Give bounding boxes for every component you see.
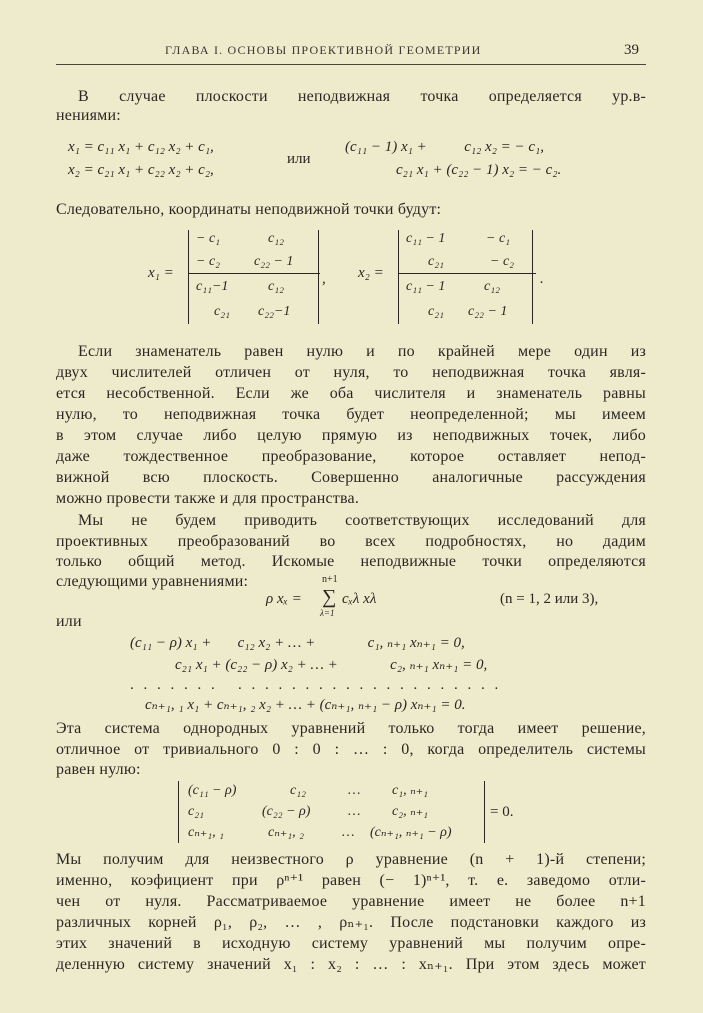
math-term: c₂₂−1 <box>258 304 291 319</box>
text-line: даже тождественное преобразование, которое оставляет непод- <box>56 448 646 465</box>
text-line: именно, коэфициент при ρⁿ⁺¹ равен (− 1)ⁿ⁺¹, т. е. заведомо отли- <box>56 872 646 889</box>
running-header: ГЛАВА I. ОСНОВЫ ПРОЕКТИВНОЙ ГЕОМЕТРИИ <box>165 43 482 57</box>
text-line: равен нулю: <box>56 761 141 778</box>
determinant-bar <box>532 230 533 324</box>
system-row: cₙ₊₁, ₁ x₁ + cₙ₊₁, ₂ x₂ + … + (cₙ₊₁, ₙ₊₁ − ρ) xₙ₊₁ = 0. <box>145 697 466 713</box>
math-term: (n = 1, 2 или 3), <box>500 591 599 607</box>
determinant-bar <box>188 230 189 324</box>
equation: (c₁₁ − 1) x₁ + c₁₂ x₂ = − c₁, <box>345 139 545 155</box>
text-line: нулю, то неподвижная точка будет неопределенной; мы имеем <box>56 406 646 423</box>
equation: c₂₁ x₁ + (c₂₂ − 1) x₂ = − c₂. <box>396 162 562 178</box>
determinant-bar <box>318 230 319 324</box>
math-term: − c₂ <box>196 254 221 269</box>
math-term: … <box>348 804 361 819</box>
or-label: или <box>287 151 311 167</box>
text-line: ется несобственной. Если же оба числителя и знаменатель равны <box>56 385 646 402</box>
math-term: c₂₂ − 1 <box>254 254 294 269</box>
math-term: c₁₁ − 1 <box>406 279 446 294</box>
math-term: c₁₂ <box>268 231 284 246</box>
math-term: c₁₂ <box>268 279 284 294</box>
math-term: c₁₁−1 <box>196 279 229 294</box>
determinant-bar <box>178 781 179 843</box>
or-label: или <box>56 613 82 630</box>
math-term: − c₁ <box>196 231 221 246</box>
text-line: вижной всю плоскость. Совершенно аналогичные рассуждения <box>56 469 646 486</box>
text-line: чен от нуля. Рассматриваемое уравнение имеет не более n+1 <box>56 893 646 910</box>
math-term: cₙ₊₁, ₁ <box>188 825 225 840</box>
math-term: c₂₁ <box>188 804 204 819</box>
math-term: (cₙ₊₁, ₙ₊₁ − ρ) <box>370 825 452 840</box>
text-line: Эта система однородных уравнений только тогда имеет решение, <box>56 720 646 737</box>
equation: x₂ = c₂₁ x₁ + c₂₂ x₂ + c₂, <box>68 162 214 178</box>
math-term: c₂₁ <box>428 304 444 319</box>
text-line: различных корней ρ₁, ρ₂, … , ρₙ₊₁. После подстановки каждого из <box>56 914 646 931</box>
math-term: , <box>322 271 326 287</box>
math-term: n+1 <box>322 574 338 585</box>
fraction-bar <box>398 273 536 274</box>
math-term: c₂, ₙ₊₁ <box>392 804 429 819</box>
x1-label: x₁ = <box>148 265 174 281</box>
text-line: можно провести также и для пространства. <box>56 490 360 507</box>
system-row: c₂₁ x₁ + (c₂₂ − ρ) x₂ + … + c₂, ₙ₊₁ xₙ₊₁ = 0, <box>175 657 488 673</box>
x2-label: x₂ = <box>358 265 384 281</box>
text-line: этих значений в исходную систему уравнений мы получим опре- <box>56 935 646 952</box>
math-term: c₁₁ − 1 <box>406 231 446 246</box>
equation: x₁ = c₁₁ x₁ + c₁₂ x₂ + c₁, <box>68 139 214 155</box>
determinant-bar <box>484 781 485 843</box>
math-term: c₂₁ <box>428 254 444 269</box>
math-term: c₁₂ <box>290 783 306 798</box>
math-term: ∑ <box>322 586 337 608</box>
text-line: деленную систему значений x₁ : x₂ : … : xₙ₊₁. При этом здесь может <box>56 956 646 973</box>
page-number: 39 <box>624 42 639 58</box>
text-line: только общий метод. Искомые неподвижные точки определяются <box>56 553 646 570</box>
text-line: Мы не будем приводить соответствующих исследований для <box>78 512 646 529</box>
math-term: c₁, ₙ₊₁ <box>392 783 429 798</box>
math-term: c₁₂ <box>484 279 500 294</box>
math-term: c₂₁ <box>214 304 230 319</box>
text-line: двух числителей отличен от нуля, то неподвижная точка явля- <box>56 364 646 381</box>
header-rule <box>56 64 646 65</box>
text-line: Мы получим для неизвестного ρ уравнение (n + 1)-й степени; <box>56 851 646 868</box>
text-line: Если знаменатель равен нулю и по крайней мере один из <box>78 343 646 360</box>
text-line: отличное от тривиального 0 : 0 : … : 0, когда определитель системы <box>56 741 646 758</box>
text-line: проективных преобразований во всех подробностях, но дадим <box>56 533 646 550</box>
text-line: следующими уравнениями: <box>56 573 249 590</box>
math-term: c₂₂ − 1 <box>468 304 508 319</box>
math-term: − c₁ <box>486 231 511 246</box>
fraction-bar <box>188 273 320 274</box>
text-line: в этом случае либо целую прямую из неподвижных точек, либо <box>56 427 646 444</box>
determinant-bar <box>398 230 399 324</box>
system-dots: . . . . . . . . . . . . . . . . . . . . . . . . . . . <box>130 677 502 693</box>
math-term: ρ xₓ = <box>266 591 302 607</box>
math-term: cₙ₊₁, ₂ <box>268 825 305 840</box>
math-term: − c₂ <box>490 254 515 269</box>
text-line: В случае плоскости неподвижная точка определяется ур.в- <box>78 88 646 105</box>
math-term: cₓλ xλ <box>342 591 377 607</box>
system-row: (c₁₁ − ρ) x₁ + c₁₂ x₂ + … + c₁, ₙ₊₁ xₙ₊₁ = 0, <box>130 635 465 651</box>
math-term: λ=1 <box>320 608 335 618</box>
math-term: . <box>540 271 544 287</box>
math-term: … <box>342 825 355 840</box>
text-line: Следовательно, координаты неподвижной точки будут: <box>56 201 442 218</box>
math-term: = 0. <box>490 804 514 820</box>
text-line: нениями: <box>56 107 121 124</box>
math-term: (c₁₁ − ρ) <box>188 783 237 798</box>
math-term: (c₂₂ − ρ) <box>262 804 311 819</box>
math-term: … <box>348 783 361 798</box>
